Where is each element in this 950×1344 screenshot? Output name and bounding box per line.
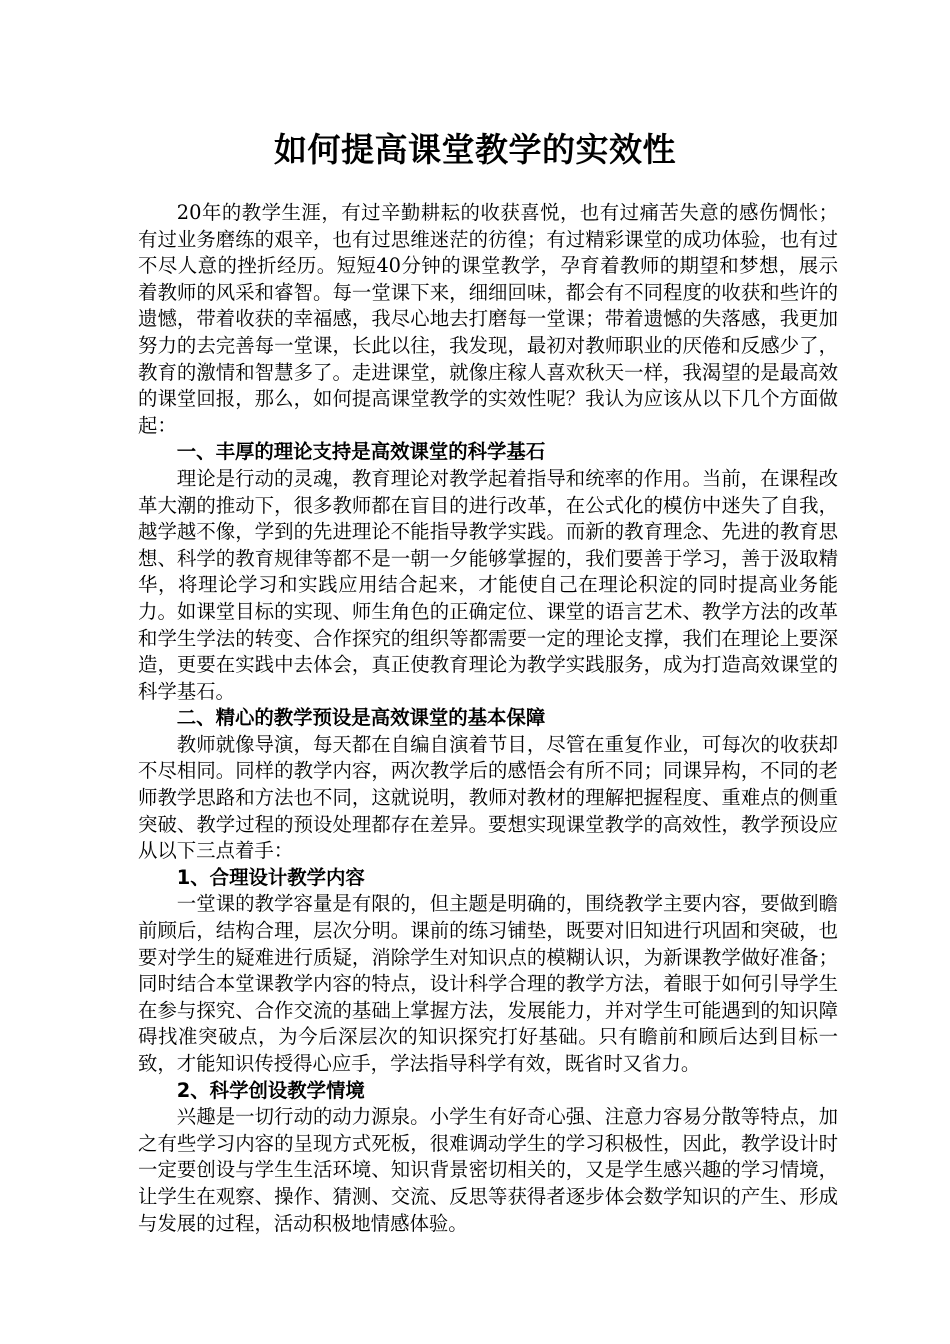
section-2-heading: 二、精心的教学预设是高效课堂的基本保障 bbox=[176, 706, 546, 730]
section-2-paragraph: 教师就像导演，每天都在自编自演着节目，尽管在重复作业，可每次的收获却不尽相同。同样的教学内容，两次教学后的感悟会有所不同；同课异构，不同的老师教学思路和方法也不同，这就说明，教师对教材的理解把握程度、重难点的侧重突破、教学过程的预设处理都存在差异。要想实现课堂教学的高效性，教学预设应从以下三点着手： bbox=[138, 732, 838, 863]
section-1-heading: 一、丰厚的理论支持是高效课堂的科学基石 bbox=[176, 440, 546, 464]
subsection-2-paragraph: 兴趣是一切行动的动力源泉。小学生有好奇心强、注意力容易分散等特点，加之有些学习内容的呈现方式死板，很难调动学生的学习积极性，因此，教学设计时一定要创设与学生生活环境、知识背景密切相关的，又是学生感兴趣的学习情境，让学生在观察、操作、猜测、交流、反思等获得者逐步体会数学知识的产生、形成与发展的过程，活动积极地情感体验。 bbox=[138, 1105, 838, 1235]
intro-paragraph: 20年的教学生涯，有过辛勤耕耘的收获喜悦，也有过痛苦失意的感伤惆怅；有过业务磨练的艰辛，也有过思维迷茫的彷徨；有过精彩课堂的成功体验，也有过不尽人意的挫折经历。短短40分钟的课堂教学，孕育着教师的期望和梦想，展示着教师的风采和睿智。每一堂课下来，细细回味，都会有不同程度的收获和些许的遗憾，带着收获的幸福感，我尽心地去打磨每一堂课；带着遗憾的失落感，我更加努力的去完善每一堂课，长此以往，我发现，最初对教师职业的厌倦和反感少了，教育的激情和智慧多了。走进课堂，就像庄稼人喜欢秋天一样，我渴望的是最高效的课堂回报，那么，如何提高课堂教学的实效性呢？我认为应该从以下几个方面做起： bbox=[138, 201, 838, 437]
subsection-2-heading: 2、科学创设教学情境 bbox=[176, 1078, 365, 1102]
document-body bbox=[138, 200, 838, 1237]
subsection-1-paragraph: 一堂课的教学容量是有限的，但主题是明确的，围绕教学主要内容，要做到瞻前顾后，结构合理，层次分明。课前的练习铺垫，既要对旧知进行巩固和突破，也要对学生的疑难进行质疑，消除学生对知识点的模糊认识，为新课教学做好准备；同时结合本堂课教学内容的特点，设计科学合理的教学方法，着眼于如何引导学生在参与探究、合作交流的基础上掌握方法，发展能力，并对学生可能遇到的知识障碍找准突破点，为今后深层次的知识探究打好基础。只有瞻前和顾后达到目标一致，才能知识传授得心应手，学法指导科学有效，既省时又省力。 bbox=[138, 892, 838, 1075]
section-1-paragraph: 理论是行动的灵魂，教育理论对教学起着指导和统率的作用。当前，在课程改革大潮的推动下，很多教师都在盲目的进行改革，在公式化的模仿中迷失了自我，越学越不像，学到的先进理论不能指导教学实践。而新的教育理念、先进的教育思想、科学的教育规律等都不是一朝一夕能够掌握的，我们要善于学习，善于汲取精华，将理论学习和实践应用结合起来，才能使自己在理论积淀的同时提高业务能力。如课堂目标的实现、师生角色的正确定位、课堂的语言艺术、教学方法的改革和学生学法的转变、合作探究的组织等都需要一定的理论支撑，我们在理论上要深造，更要在实践中去体会，真正使教育理论为教学实践服务，成为打造高效课堂的科学基石。 bbox=[138, 466, 838, 703]
document-title: 如何提高课堂教学的实效性 bbox=[274, 130, 676, 169]
subsection-1-heading: 1、合理设计教学内容 bbox=[176, 865, 365, 889]
